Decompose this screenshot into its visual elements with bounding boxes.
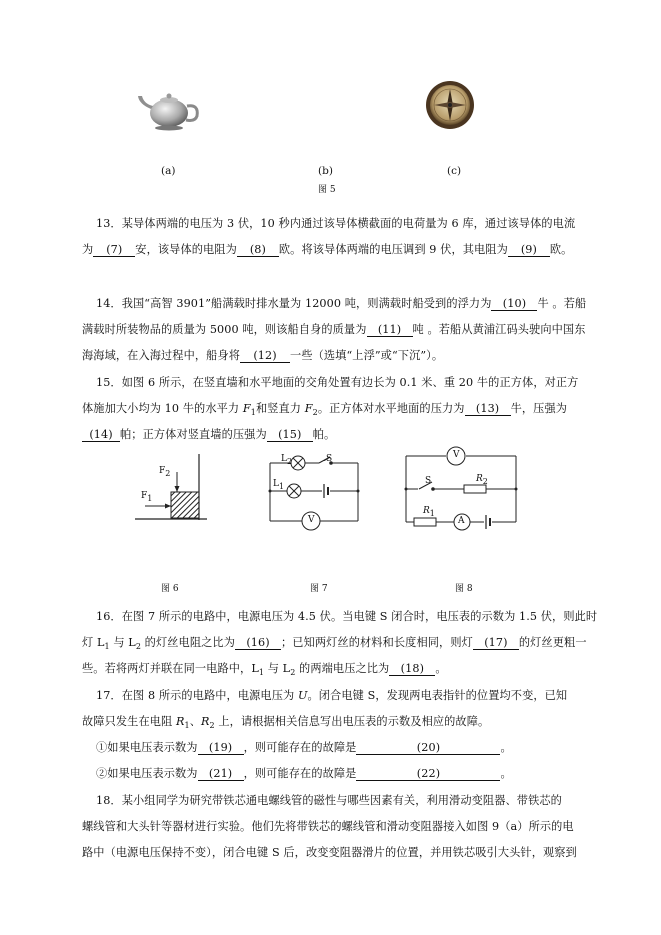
q18-line3: 路中（电源电压保持不变），闭合电键 S 后，改变变阻器滑片的位置，并用铁芯吸引大头针，观察到 xyxy=(82,846,577,859)
fig8-voltmeter-label: V xyxy=(453,450,460,460)
fig5-caption-c: (c) xyxy=(447,165,462,177)
blank-8: (8) xyxy=(237,244,279,257)
blank-21: (21) xyxy=(198,768,244,781)
q16-line3: 些。若将两灯并联在同一电路中，$L_1$ 与 $L_2$ 的两端电压之比为 (18) 。 xyxy=(82,662,447,678)
q15-line3: (14) 帕；正方体对竖直墙的压强为 (15) 帕。 xyxy=(82,426,335,442)
q14-line3: 海海域，在入海过程中，船身将 (12) 一些（选填“上浮”或“下沉”）。 xyxy=(82,349,444,362)
q13-line1: 13．某导体两端的电压为 3 伏，10 秒内通过该导体横截面的电荷量为 6 库，通过该导体的电流 xyxy=(96,217,576,230)
blank-15: (15) xyxy=(267,429,313,442)
blank-22: (22) xyxy=(356,768,500,781)
blank-19: (19) xyxy=(198,742,244,755)
blank-10: (10) xyxy=(491,298,537,311)
fig8-ammeter-label: A xyxy=(458,516,465,526)
q17-line2: 故障只发生在电阻 $R_1$、$R_2$ 上，请根据相关信息写出电压表的示数及相应的故障。 xyxy=(82,715,490,731)
blank-7: (7) xyxy=(93,244,135,257)
fig5-caption-b: (b) xyxy=(318,165,333,177)
fig7-voltmeter-label: V xyxy=(308,515,315,525)
q16-line2: 灯 $L_1$ 与 $L_2$ 的灯丝电阻之比为 (16) ；已知两灯丝的材料和长度相同，则灯 (17) 的灯丝更粗一 xyxy=(82,636,587,652)
q15-line2: 体施加大小均为 10 牛的水平力 $F_1$和竖直力 $F_2$。正方体对水平地面的压力为 (13) 牛，压强为 xyxy=(82,402,568,418)
q18-line1: 18．某小组同学为研究带铁芯通电螺线管的磁性与哪些因素有关，利用滑动变阻器、带铁芯的 xyxy=(96,794,562,807)
q14-line2: 满载时所装物品的质量为 5000 吨，则该船自身的质量为 (11) 吨 。若船从黄浦江码头驶向中国东 xyxy=(82,323,586,336)
fig8-label-r2: $R_2$ xyxy=(476,474,488,486)
fig5-caption-a: (a) xyxy=(161,165,176,177)
blank-17: (17) xyxy=(473,637,519,650)
fig7-label-l1: $L_1$ xyxy=(273,479,285,491)
q16-line1: 16．在图 7 所示的电路中，电源电压为 4.5 伏。当电键 S 闭合时，电压表的示数为 1.5 伏，则此时 xyxy=(96,610,598,623)
blank-12: (12) xyxy=(240,350,290,363)
q17-option1: ①如果电压表示数为 (19) ，则可能存在的故障是 (20) 。 xyxy=(96,741,512,754)
blank-9: (9) xyxy=(508,244,550,257)
fig6-label-f2: $F_2$ xyxy=(159,466,171,478)
compass-image xyxy=(425,80,475,130)
blank-18: (18) xyxy=(389,663,435,676)
q17-line1: 17．在图 8 所示的电路中，电源电压为 U。闭合电键 S，发现两电表指针的位置均不变，已知 xyxy=(96,689,568,702)
q15-line1: 15．如图 6 所示，在竖直墙和水平地面的交角处置有边长为 0.1 米、重 20 牛的正方体，对正方 xyxy=(96,376,579,389)
fig7-label-s: S xyxy=(326,454,333,464)
fig8-label-r1: $R_1$ xyxy=(423,506,435,518)
fig8-label-s: S xyxy=(425,476,432,486)
figure-6-cube-diagram xyxy=(135,452,210,524)
q18-line2: 螺线管和大头针等器材进行实验。他们先将带铁芯的螺线管和滑动变阻器接入如图 9（a）所示的电 xyxy=(82,820,574,833)
fig6-caption: 图 6 xyxy=(161,584,179,594)
blank-14: (14) xyxy=(82,429,120,442)
blank-16: (16) xyxy=(235,637,281,650)
q13-line2: 为 (7) 安，该导体的电阻为 (8) 欧。将该导体两端的电压调到 9 伏，其电阻为 (9) 欧。 xyxy=(82,243,573,256)
teapot-image xyxy=(135,84,203,132)
fig5-title: 图 5 xyxy=(318,185,336,195)
fig8-caption: 图 8 xyxy=(455,584,473,594)
fig7-label-l2: $L_2$ xyxy=(281,454,293,466)
q17-option2: ②如果电压表示数为 (21) ，则可能存在的故障是 (22) 。 xyxy=(96,767,512,780)
blank-11: (11) xyxy=(367,324,413,337)
blank-13: (13) xyxy=(465,403,511,416)
q14-line1: 14．我国“高智 3901”船满载时排水量为 12000 吨，则满载时船受到的浮力为 (10) 牛 。若船 xyxy=(96,297,587,310)
fig6-label-f1: $F_1$ xyxy=(141,491,153,503)
blank-20: (20) xyxy=(356,742,500,755)
fig7-caption: 图 7 xyxy=(310,584,328,594)
